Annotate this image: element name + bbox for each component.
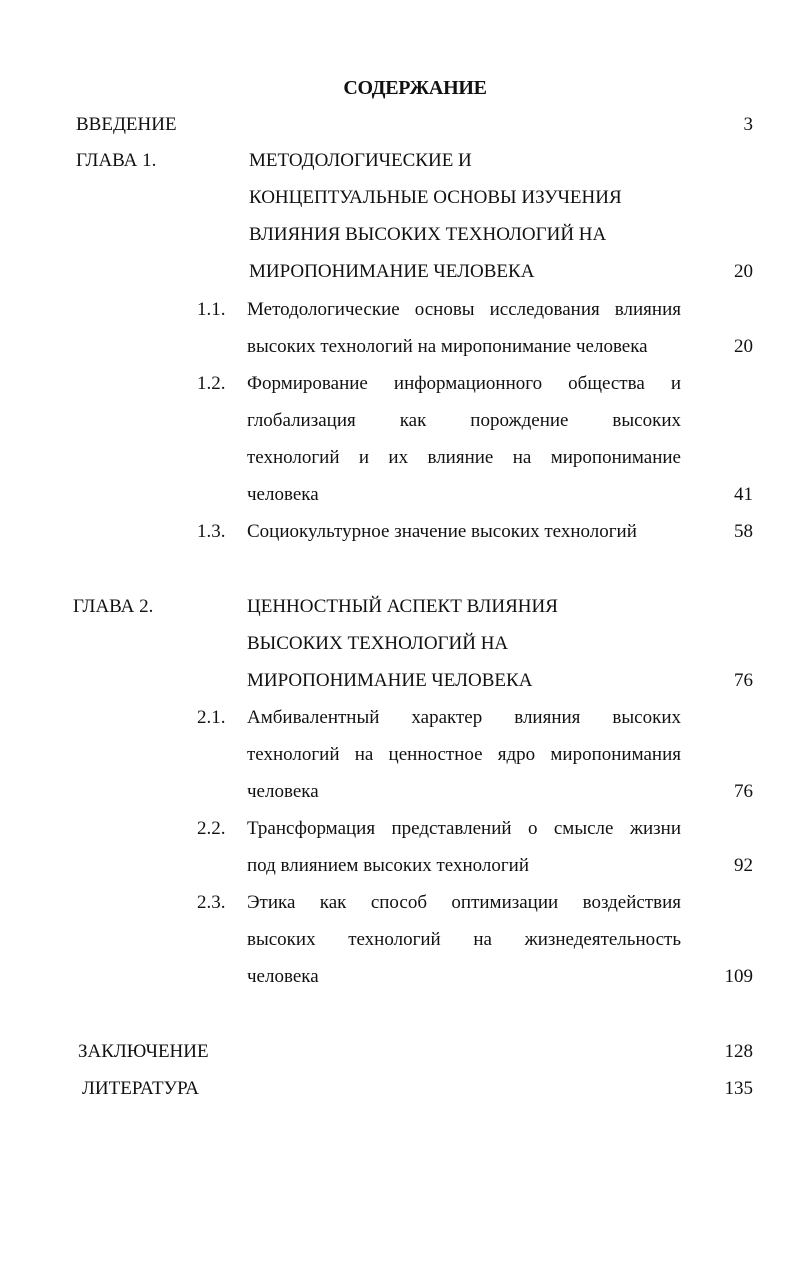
section-line: высоких технологий на жизнедеятельность <box>247 929 681 950</box>
section-number: 2.1. <box>197 707 226 728</box>
chapter2-title-line: ЦЕННОСТНЫЙ АСПЕКТ ВЛИЯНИЯ <box>247 596 558 617</box>
section-number: 2.3. <box>197 892 226 913</box>
section-page: 109 <box>724 966 753 987</box>
chapter1-title-line: ВЛИЯНИЯ ВЫСОКИХ ТЕХНОЛОГИЙ НА <box>249 224 607 245</box>
literature-page: 135 <box>724 1078 753 1099</box>
page-title: СОДЕРЖАНИЕ <box>343 77 487 99</box>
chapter2-title-line: МИРОПОНИМАНИЕ ЧЕЛОВЕКА <box>247 670 533 691</box>
intro-label: ВВЕДЕНИЕ <box>76 114 177 135</box>
literature-label: ЛИТЕРАТУРА <box>82 1078 199 1099</box>
section-page: 76 <box>734 781 753 802</box>
section-line: Социокультурное значение высоких технологий <box>247 521 637 542</box>
section-number: 1.3. <box>197 521 226 542</box>
section-line: под влиянием высоких технологий <box>247 855 530 876</box>
section-line: Формирование информационного общества и <box>247 373 681 394</box>
chapter1-title-line: КОНЦЕПТУАЛЬНЫЕ ОСНОВЫ ИЗУЧЕНИЯ <box>249 187 622 208</box>
chapter2-page: 76 <box>734 670 753 691</box>
section-page: 20 <box>734 336 753 357</box>
section-line: Этика как способ оптимизации воздействия <box>247 892 681 913</box>
section-page: 41 <box>734 484 753 505</box>
section-line: высоких технологий на миропонимание человека <box>247 336 648 357</box>
section-number: 1.2. <box>197 373 226 394</box>
conclusion-label: ЗАКЛЮЧЕНИЕ <box>78 1041 209 1062</box>
chapter1-title-line: МЕТОДОЛОГИЧЕСКИЕ И <box>249 150 472 171</box>
section-line: Амбивалентный характер влияния высоких <box>247 707 681 728</box>
section-line: глобализация как порождение высоких <box>247 410 681 431</box>
chapter1-title-line: МИРОПОНИМАНИЕ ЧЕЛОВЕКА <box>249 261 535 282</box>
section-line: человека <box>247 966 319 987</box>
section-number: 1.1. <box>197 299 226 320</box>
section-number: 2.2. <box>197 818 226 839</box>
section-page: 58 <box>734 521 753 542</box>
chapter2-title-line: ВЫСОКИХ ТЕХНОЛОГИЙ НА <box>247 633 509 654</box>
intro-page: 3 <box>743 114 753 135</box>
section-line: человека <box>247 781 319 802</box>
section-line: технологий и их влияние на миропонимание <box>247 447 681 468</box>
section-line: человека <box>247 484 319 505</box>
section-line: Методологические основы исследования влияния <box>247 299 681 320</box>
section-page: 92 <box>734 855 753 876</box>
section-line: Трансформация представлений о смысле жизни <box>247 818 681 839</box>
chapter2-label: ГЛАВА 2. <box>73 596 154 617</box>
chapter1-page: 20 <box>734 261 753 282</box>
conclusion-page: 128 <box>724 1041 753 1062</box>
section-line: технологий на ценностное ядро миропонимания <box>247 744 681 765</box>
chapter1-label: ГЛАВА 1. <box>76 150 157 171</box>
